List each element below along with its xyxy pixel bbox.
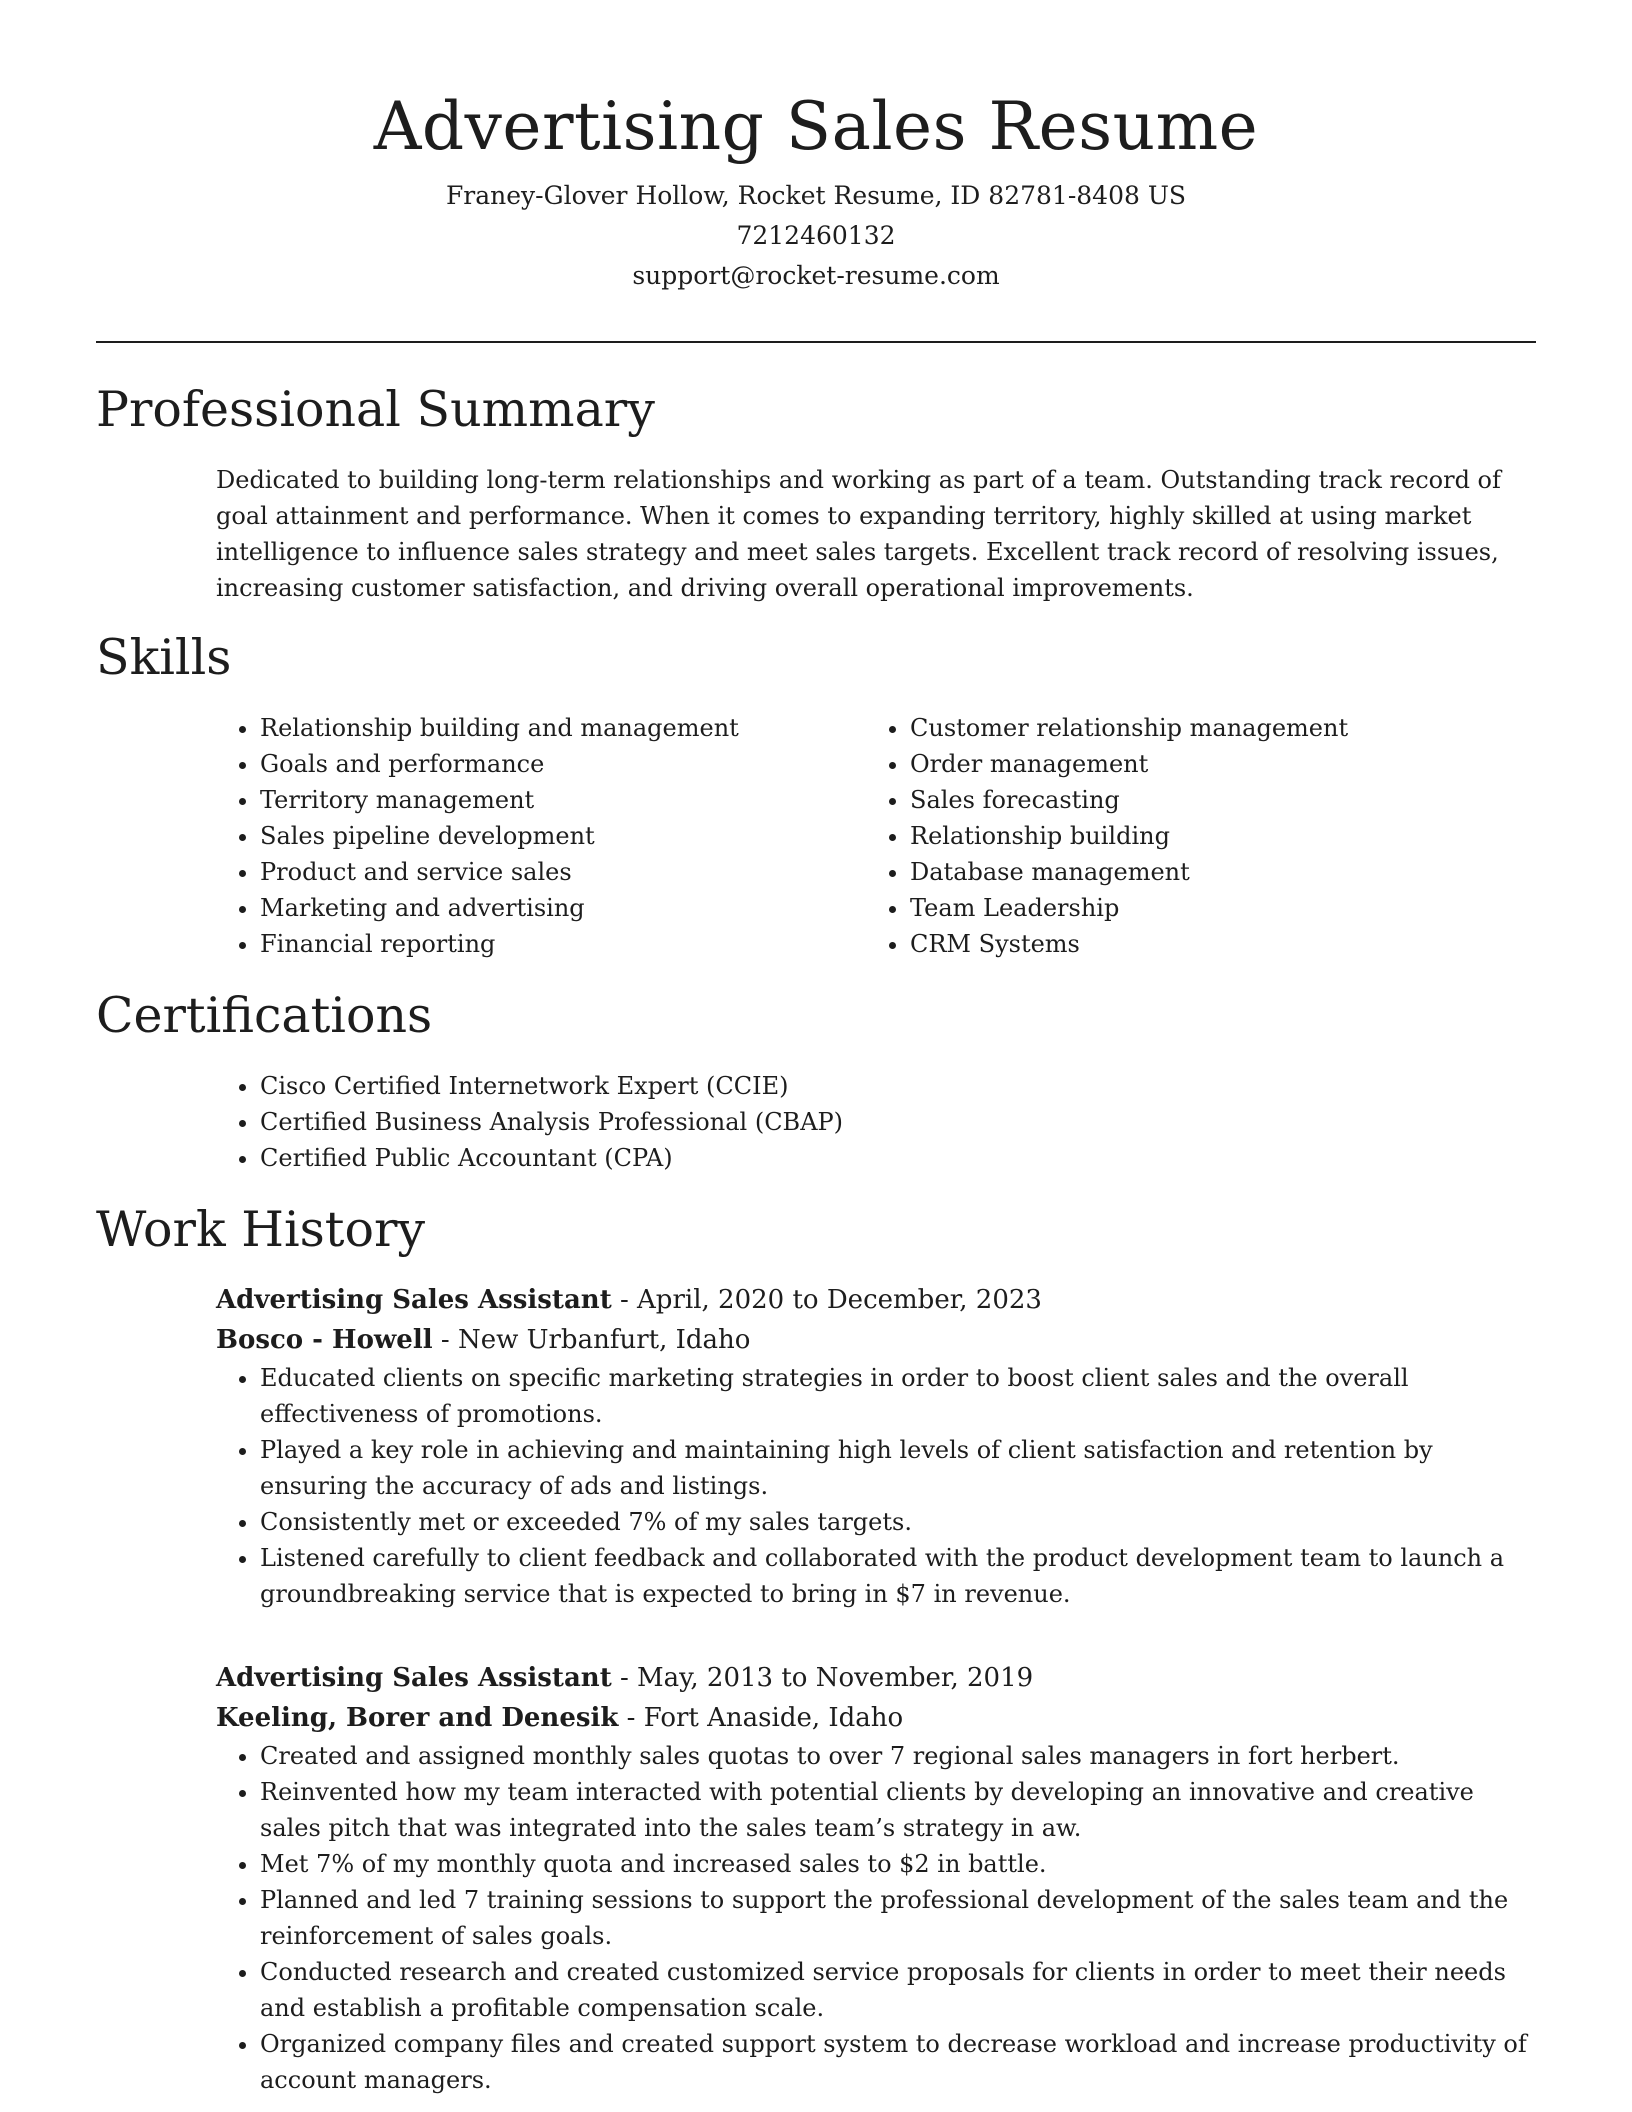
job-location: New Urbanfurt, Idaho [457, 1325, 751, 1355]
skill-item: • CRM Systems [910, 926, 1506, 962]
job-bullet: • Played a key role in achieving and maintaining high levels of client satisfaction and retention by ensuring the accuracy of ads and listings. [260, 1432, 1538, 1504]
skill-item: • Sales pipeline development [260, 818, 856, 854]
certification-item: • Certified Public Accountant (CPA) [260, 1140, 1516, 1176]
job-dates: May, 2013 to November, 2019 [637, 1663, 1034, 1693]
job-bullet: • Planned and led 7 training sessions to support the professional development of the sales team and the reinforcement of sales goals. [260, 1882, 1538, 1954]
job-bullet: • Met 7% of my monthly quota and increased sales to $2 in battle. [260, 1846, 1538, 1882]
job-location: Fort Anaside, Idaho [643, 1703, 904, 1733]
certification-item: • Certified Business Analysis Professional (CBAP) [260, 1104, 1516, 1140]
job-entry [216, 1658, 1538, 2098]
job-separator: - [619, 1663, 638, 1693]
work-history-heading: Work History [96, 1201, 426, 1258]
job-separator: - [626, 1703, 644, 1733]
job-company-line [216, 1698, 1538, 1738]
skill-item: • Sales forecasting [910, 782, 1506, 818]
skill-item: • Team Leadership [910, 890, 1506, 926]
skills-column-1 [216, 710, 856, 962]
skill-item: • Territory management [260, 782, 856, 818]
job-bullet: • Consistently met or exceeded 7% of my sales targets. [260, 1504, 1538, 1540]
skill-item: • Relationship building [910, 818, 1506, 854]
job-title-line [216, 1658, 1538, 1698]
resume-header [0, 0, 1632, 296]
header-divider [96, 341, 1536, 343]
job-bullet: • Organized company files and created support system to decrease workload and increase productivity of account managers. [260, 2026, 1538, 2098]
job-bullets [216, 1738, 1538, 2098]
job-bullet: • Created and assigned monthly sales quotas to over 7 regional sales managers in fort herbert. [260, 1738, 1538, 1774]
skill-item: • Goals and performance [260, 746, 856, 782]
job-bullet: • Listened carefully to client feedback and collaborated with the product development team to launch a groundbreaking service that is expected to bring in $7 in revenue. [260, 1540, 1538, 1612]
skill-item: • Order management [910, 746, 1506, 782]
summary-text: Dedicated to building long-term relationships and working as part of a team. Outstanding track record of goal attainment and performance. When it comes to expanding territory, highly skilled at using market intelligence to influence sales strategy and meet sales targets. Excellent track record of resolving issues, increasing customer satisfaction, and driving overall operational improvements. [216, 466, 1501, 602]
job-dates: April, 2020 to December, 2023 [637, 1285, 1042, 1315]
skill-item: • Customer relationship management [910, 710, 1506, 746]
skill-item: • Product and service sales [260, 854, 856, 890]
job-role: Advertising Sales Assistant [216, 1285, 612, 1315]
job-separator: - [619, 1285, 638, 1315]
job-bullet: • Educated clients on specific marketing strategies in order to boost client sales and the overall effectiveness of promotions. [260, 1360, 1538, 1432]
resume-title: Advertising Sales Resume [373, 88, 1259, 165]
job-bullet: • Conducted research and created customized service proposals for clients in order to meet their needs and establish a profitable compensation scale. [260, 1954, 1538, 2026]
skill-item: • Database management [910, 854, 1506, 890]
certifications-list [216, 1068, 1516, 1176]
job-separator: - [440, 1325, 458, 1355]
certifications-heading: Certifications [96, 987, 433, 1044]
skill-item: • Relationship building and management [260, 710, 856, 746]
job-role: Advertising Sales Assistant [216, 1663, 612, 1693]
job-company: Keeling, Borer and Denesik [216, 1703, 619, 1733]
job-bullets [216, 1360, 1538, 1612]
contact-email: support@rocket-resume.com [632, 261, 1000, 290]
job-entry [216, 1280, 1538, 1612]
certification-item: • Cisco Certified Internetwork Expert (CCIE) [260, 1068, 1516, 1104]
skill-item: • Marketing and advertising [260, 890, 856, 926]
skills-column-2 [866, 710, 1506, 962]
contact-address: Franey-Glover Hollow, Rocket Resume, ID 82781-8408 US [445, 181, 1187, 210]
job-title-line [216, 1280, 1538, 1320]
skills-heading: Skills [96, 629, 232, 686]
contact-info [0, 176, 1632, 296]
job-company: Bosco - Howell [216, 1325, 433, 1355]
contact-phone: 7212460132 [736, 221, 896, 250]
summary-heading: Professional Summary [96, 381, 655, 438]
job-bullet: • Reinvented how my team interacted with potential clients by developing an innovative and creative sales pitch that was integrated into the sales team’s strategy in aw. [260, 1774, 1538, 1846]
job-company-line [216, 1320, 1538, 1360]
skill-item: • Financial reporting [260, 926, 856, 962]
